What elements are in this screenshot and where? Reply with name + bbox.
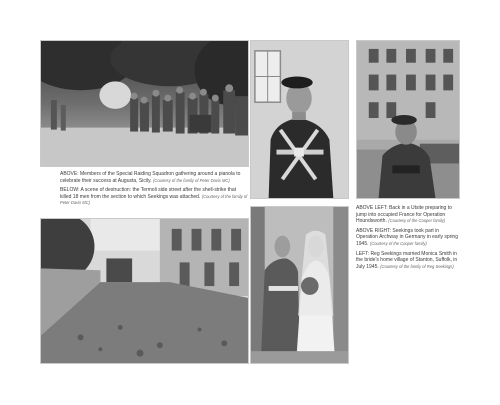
archway-soldier-image — [357, 41, 459, 198]
termoli-street-image — [41, 219, 248, 363]
caption-above-credit: (Courtesy of the family of Peter Davis MC) — [153, 177, 230, 183]
caption-above-text: ABOVE: Members of the Special Raiding Squadron gathering around a pianola to celebrate their success at Augusta, Sicily. — [60, 171, 241, 184]
photo-archway-soldier — [356, 40, 460, 199]
wedding-image — [251, 207, 348, 363]
caption-above-right — [356, 228, 460, 248]
augusta-gathering-image — [41, 41, 248, 166]
caption-below-text: BELOW: A scene of destruction: the Termoli side street after the shell-strike that killed 18 men from the section to which Seekings was attached. — [60, 187, 237, 200]
caption-block-left — [60, 171, 248, 210]
caption-left-credit: (Courtesy of the family of Reg Seekings) — [380, 263, 454, 269]
caption-left — [356, 251, 460, 271]
caption-block-right — [356, 205, 460, 273]
caption-left-text: LEFT: Reg Seekings married Monica Smith in the bride's home village of Stanton, Suffolk, in July 1945. — [356, 250, 458, 270]
photo-augusta-gathering — [40, 40, 249, 167]
caption-above-right-credit: (Courtesy of the Cooper family) — [369, 240, 427, 246]
caption-above-right-text: ABOVE RIGHT: Seekings took part in Operation Archway in Germany in early spring 1945. — [356, 227, 458, 247]
caption-below — [60, 187, 248, 207]
photo-wedding — [250, 206, 349, 364]
caption-above-left-credit: (Courtesy of the Cooper family) — [388, 218, 446, 224]
parachute-soldier-image — [251, 41, 348, 198]
photo-parachute-soldier — [250, 40, 349, 199]
caption-above-left-text: ABOVE LEFT: Back in a Utsite preparing to jump into occupied France for Operation Houndsworth. — [356, 205, 452, 225]
photo-termoli-street — [40, 218, 249, 364]
caption-above-left — [356, 205, 460, 225]
caption-above — [60, 171, 248, 184]
caption-below-credit: (Courtesy of the family of Peter Davis MC) — [60, 193, 248, 206]
